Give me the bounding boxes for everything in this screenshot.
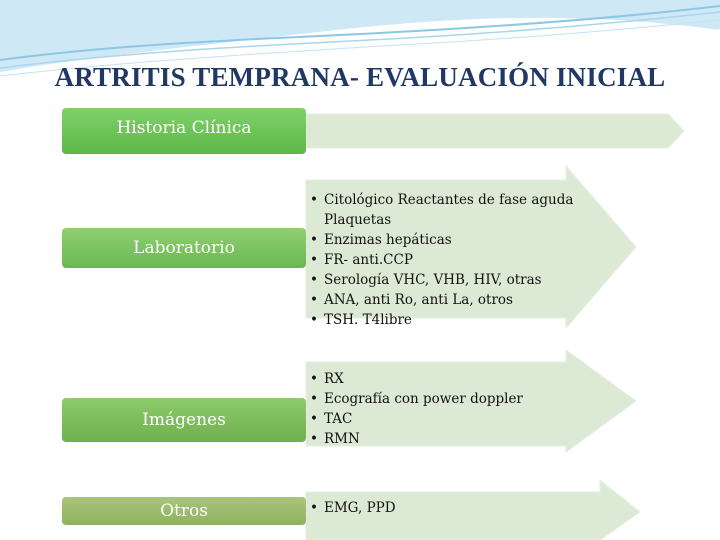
- list-item: • Citológico Reactantes de fase aguda: [308, 190, 608, 210]
- list-item: • FR- anti.CCP: [308, 250, 608, 270]
- box-otros: Otros: [62, 497, 306, 525]
- box-historia-clinica: Historia Clínica: [62, 108, 306, 154]
- page-title: ARTRITIS TEMPRANA- EVALUACIÓN INICIAL: [54, 62, 666, 92]
- list-item: • Ecografía con power doppler: [308, 389, 608, 409]
- list-item: Plaquetas: [324, 212, 392, 228]
- imagenes-list: [308, 369, 608, 449]
- laboratorio-list: [308, 190, 608, 330]
- list-item: • RX: [308, 369, 608, 389]
- box-laboratorio: Laboratorio: [62, 228, 306, 268]
- arrow-historia: [306, 114, 684, 148]
- otros-list: [308, 498, 608, 518]
- list-item: • RMN: [308, 429, 608, 449]
- list-item: • ANA, anti Ro, anti La, otros: [308, 290, 608, 310]
- list-item: • TAC: [308, 409, 608, 429]
- list-item: • TSH. T4libre: [308, 310, 608, 330]
- list-item: • Serología VHC, VHB, HIV, otras: [308, 270, 608, 290]
- list-item: • Enzimas hepáticas: [308, 230, 608, 250]
- list-item: • EMG, PPD: [308, 498, 608, 518]
- box-imagenes: Imágenes: [62, 398, 306, 442]
